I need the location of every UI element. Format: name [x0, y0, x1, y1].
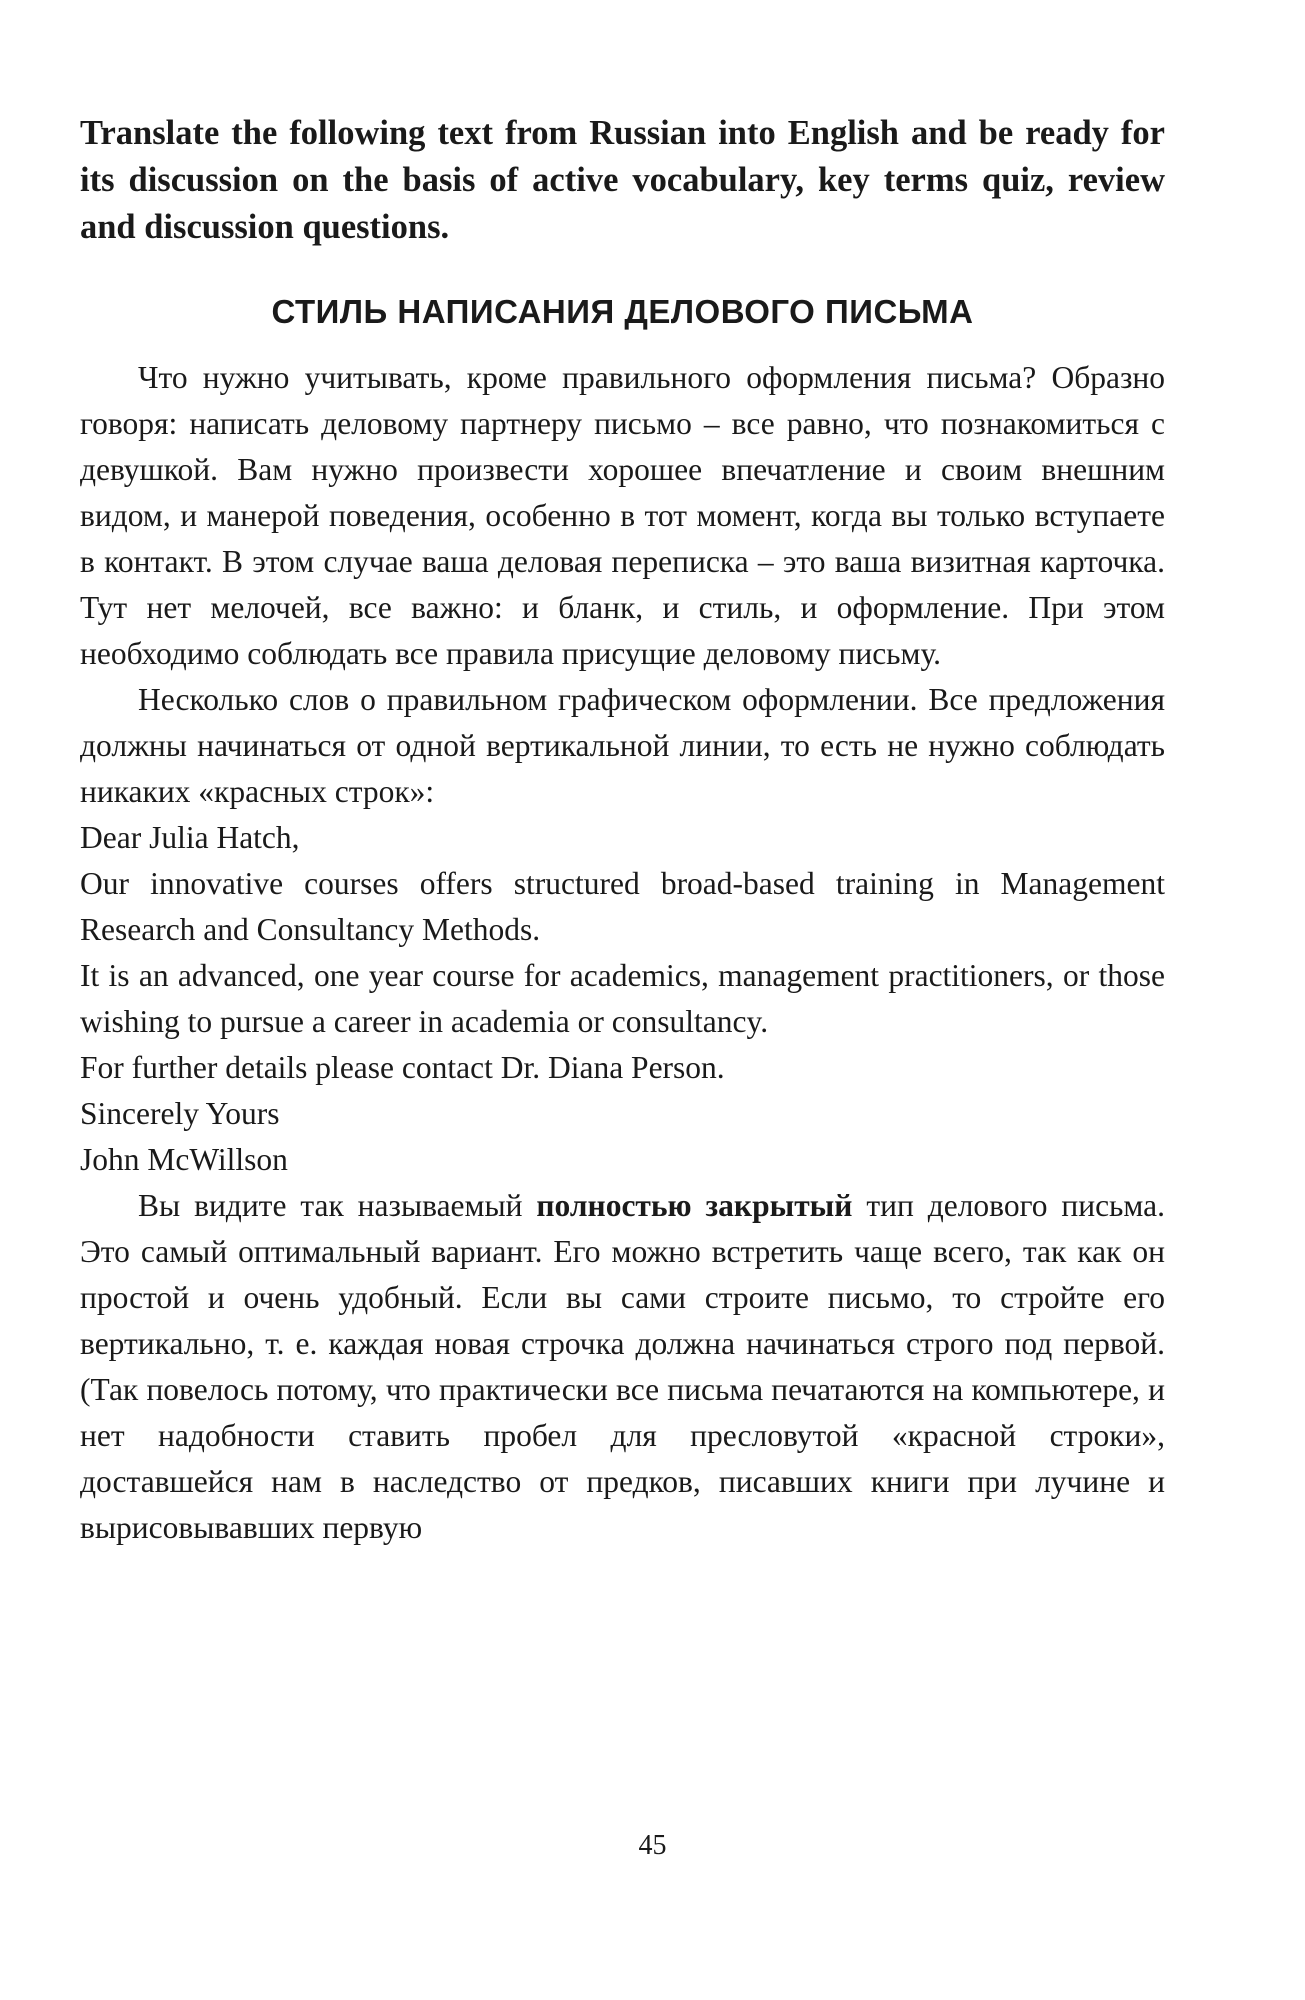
emphasized-term: полностью закрытый: [536, 1188, 853, 1223]
page-number: 45: [638, 1830, 667, 1861]
paragraph-3-start: Вы видите так называемый: [138, 1188, 537, 1223]
paragraph-2: Несколько слов о правильном графическом оформлении. Все предложения должны начинаться от одной вертикальной линии, то есть не нужно соблюдать никаких «красных строк»:: [80, 682, 1165, 809]
letter-greeting: Dear Julia Hatch,: [80, 820, 300, 855]
page-content: [80, 110, 1165, 1551]
paragraph-3-rest: тип делового письма. Это самый оптимальный вариант. Его можно встретить чаще всего, так как он простой и очень удобный. Если вы сами строите письмо, то стройте его вертикально, т. е. каждая новая строчка должна начинаться строго под первой. (Так повелось потому, что практически все письма печатаются на компьютере, и нет надобности ставить пробел для пресловутой «красной строки», доставшейся нам в наследство от предков, писавших книги при лучине и вырисовывавших первую: [80, 1188, 1165, 1545]
letter-example: [80, 815, 1165, 1183]
paragraph-1: Что нужно учитывать, кроме правильного оформления письма? Образно говоря: написать деловому партнеру письмо – все равно, что познакомиться с девушкой. Вам нужно произвести хорошее впечатление и своим внешним видом, и манерой поведения, особенно в тот момент, когда вы только вступаете в контакт. В этом случае ваша деловая переписка – это ваша визитная карточка. Тут нет мелочей, все важно: и бланк, и стиль, и оформление. При этом необходимо соблюдать все правила присущие деловому письму.: [80, 360, 1165, 671]
paragraph-3: [80, 1183, 1165, 1551]
letter-closing: Sincerely Yours: [80, 1096, 280, 1131]
letter-line-1: Our innovative courses offers structured broad-based training in Management Research and Consultancy Methods.: [80, 866, 1165, 947]
letter-line-2: It is an advanced, one year course for academics, management practitioners, or those wishing to pursue a career in academia or consultancy.: [80, 958, 1165, 1039]
letter-line-3: For further details please contact Dr. Diana Person.: [80, 1050, 725, 1085]
instruction-text: Translate the following text from Russian into English and be ready for its discussion on the basis of active vocabulary, key terms quiz, review and discussion questions.: [80, 114, 1165, 246]
section-title: СТИЛЬ НАПИСАНИЯ ДЕЛОВОГО ПИСЬМА: [271, 293, 974, 330]
letter-signature: John McWillson: [80, 1142, 288, 1177]
